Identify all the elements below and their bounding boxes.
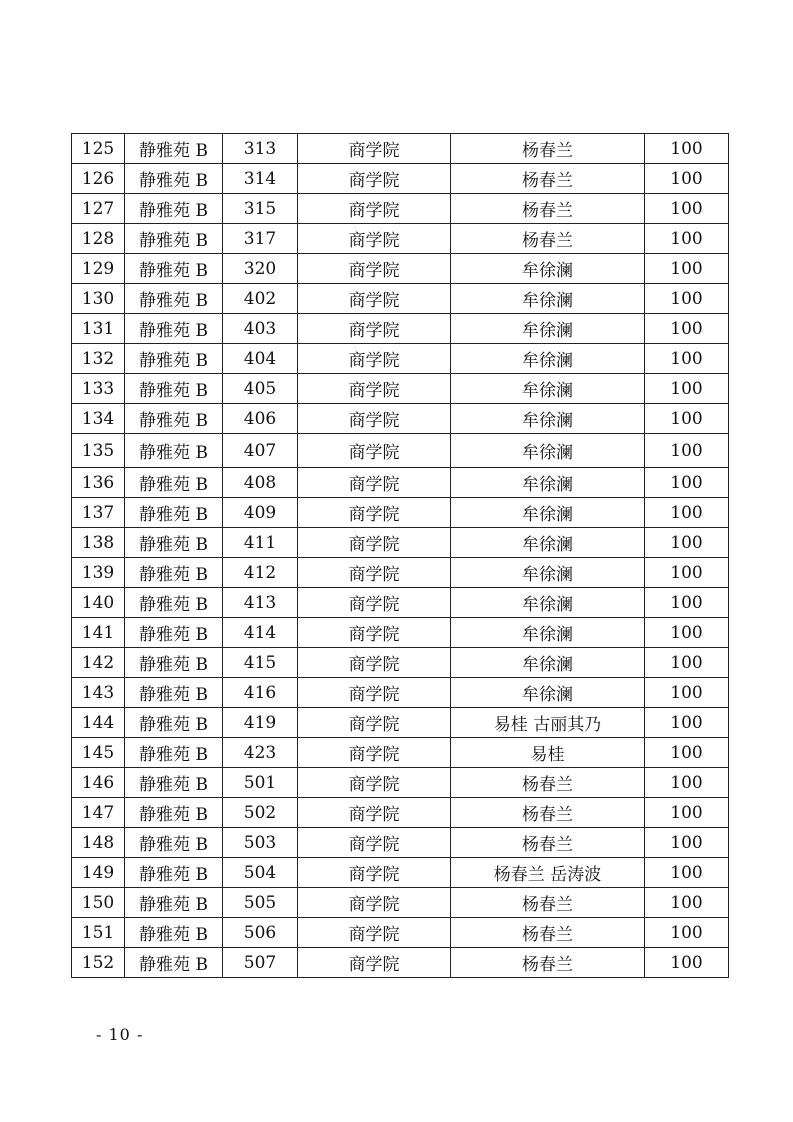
person-cell: 牟徐澜 — [451, 588, 645, 618]
table-row — [72, 468, 729, 498]
row-number-cell: 137 — [72, 498, 125, 528]
score-cell: 100 — [645, 828, 729, 858]
building-cell: 静雅苑 B — [125, 708, 223, 738]
score-cell: 100 — [645, 344, 729, 374]
score-cell: 100 — [645, 434, 729, 468]
college-cell: 商学院 — [298, 708, 451, 738]
row-number-cell: 146 — [72, 768, 125, 798]
room-number-cell: 412 — [223, 558, 298, 588]
row-number-cell: 151 — [72, 918, 125, 948]
table-row — [72, 374, 729, 404]
row-number-cell: 126 — [72, 164, 125, 194]
row-number-cell: 129 — [72, 254, 125, 284]
row-number-cell: 127 — [72, 194, 125, 224]
row-number-cell: 133 — [72, 374, 125, 404]
building-cell: 静雅苑 B — [125, 948, 223, 978]
table-row — [72, 194, 729, 224]
building-cell: 静雅苑 B — [125, 404, 223, 434]
room-number-cell: 423 — [223, 738, 298, 768]
room-number-cell: 408 — [223, 468, 298, 498]
table-row — [72, 888, 729, 918]
row-number-cell: 152 — [72, 948, 125, 978]
table-row — [72, 828, 729, 858]
score-cell: 100 — [645, 678, 729, 708]
person-cell: 牟徐澜 — [451, 374, 645, 404]
person-cell: 杨春兰 — [451, 918, 645, 948]
row-number-cell: 143 — [72, 678, 125, 708]
building-cell: 静雅苑 B — [125, 828, 223, 858]
score-cell: 100 — [645, 404, 729, 434]
room-number-cell: 407 — [223, 434, 298, 468]
score-cell: 100 — [645, 738, 729, 768]
college-cell: 商学院 — [298, 888, 451, 918]
table-row — [72, 528, 729, 558]
row-number-cell: 148 — [72, 828, 125, 858]
college-cell: 商学院 — [298, 828, 451, 858]
table-row — [72, 434, 729, 468]
table-row — [72, 588, 729, 618]
college-cell: 商学院 — [298, 858, 451, 888]
person-cell: 杨春兰 — [451, 768, 645, 798]
row-number-cell: 125 — [72, 134, 125, 164]
building-cell: 静雅苑 B — [125, 224, 223, 254]
room-number-cell: 413 — [223, 588, 298, 618]
table-row — [72, 314, 729, 344]
room-number-cell: 411 — [223, 528, 298, 558]
score-cell: 100 — [645, 468, 729, 498]
building-cell: 静雅苑 B — [125, 498, 223, 528]
score-cell: 100 — [645, 284, 729, 314]
row-number-cell: 142 — [72, 648, 125, 678]
table-row — [72, 738, 729, 768]
college-cell: 商学院 — [298, 618, 451, 648]
building-cell: 静雅苑 B — [125, 344, 223, 374]
college-cell: 商学院 — [298, 798, 451, 828]
room-number-cell: 505 — [223, 888, 298, 918]
college-cell: 商学院 — [298, 374, 451, 404]
score-cell: 100 — [645, 948, 729, 978]
building-cell: 静雅苑 B — [125, 618, 223, 648]
college-cell: 商学院 — [298, 498, 451, 528]
building-cell: 静雅苑 B — [125, 374, 223, 404]
score-cell: 100 — [645, 164, 729, 194]
room-number-cell: 506 — [223, 918, 298, 948]
building-cell: 静雅苑 B — [125, 434, 223, 468]
row-number-cell: 131 — [72, 314, 125, 344]
room-number-cell: 406 — [223, 404, 298, 434]
row-number-cell: 141 — [72, 618, 125, 648]
table-row — [72, 768, 729, 798]
building-cell: 静雅苑 B — [125, 888, 223, 918]
room-number-cell: 403 — [223, 314, 298, 344]
college-cell: 商学院 — [298, 528, 451, 558]
row-number-cell: 132 — [72, 344, 125, 374]
data-table-container — [71, 133, 729, 978]
college-cell: 商学院 — [298, 404, 451, 434]
room-number-cell: 409 — [223, 498, 298, 528]
table-row — [72, 404, 729, 434]
person-cell: 牟徐澜 — [451, 254, 645, 284]
score-cell: 100 — [645, 798, 729, 828]
score-cell: 100 — [645, 918, 729, 948]
row-number-cell: 150 — [72, 888, 125, 918]
building-cell: 静雅苑 B — [125, 254, 223, 284]
score-cell: 100 — [645, 708, 729, 738]
person-cell: 牟徐澜 — [451, 468, 645, 498]
room-number-cell: 504 — [223, 858, 298, 888]
building-cell: 静雅苑 B — [125, 314, 223, 344]
score-cell: 100 — [645, 134, 729, 164]
room-number-cell: 419 — [223, 708, 298, 738]
room-number-cell: 507 — [223, 948, 298, 978]
room-number-cell: 503 — [223, 828, 298, 858]
score-cell: 100 — [645, 648, 729, 678]
building-cell: 静雅苑 B — [125, 284, 223, 314]
college-cell: 商学院 — [298, 434, 451, 468]
row-number-cell: 145 — [72, 738, 125, 768]
person-cell: 牟徐澜 — [451, 678, 645, 708]
college-cell: 商学院 — [298, 948, 451, 978]
person-cell: 杨春兰 — [451, 164, 645, 194]
person-cell: 易桂 — [451, 738, 645, 768]
college-cell: 商学院 — [298, 738, 451, 768]
score-cell: 100 — [645, 194, 729, 224]
row-number-cell: 128 — [72, 224, 125, 254]
table-row — [72, 708, 729, 738]
row-number-cell: 147 — [72, 798, 125, 828]
building-cell: 静雅苑 B — [125, 528, 223, 558]
row-number-cell: 135 — [72, 434, 125, 468]
score-cell: 100 — [645, 558, 729, 588]
college-cell: 商学院 — [298, 284, 451, 314]
building-cell: 静雅苑 B — [125, 858, 223, 888]
college-cell: 商学院 — [298, 918, 451, 948]
college-cell: 商学院 — [298, 558, 451, 588]
table-body — [72, 134, 729, 978]
table-row — [72, 858, 729, 888]
score-cell: 100 — [645, 588, 729, 618]
person-cell: 牟徐澜 — [451, 284, 645, 314]
table-row — [72, 224, 729, 254]
college-cell: 商学院 — [298, 164, 451, 194]
data-table — [71, 133, 729, 978]
room-number-cell: 315 — [223, 194, 298, 224]
table-row — [72, 618, 729, 648]
building-cell: 静雅苑 B — [125, 918, 223, 948]
college-cell: 商学院 — [298, 468, 451, 498]
score-cell: 100 — [645, 618, 729, 648]
college-cell: 商学院 — [298, 314, 451, 344]
table-row — [72, 648, 729, 678]
college-cell: 商学院 — [298, 224, 451, 254]
score-cell: 100 — [645, 374, 729, 404]
person-cell: 牟徐澜 — [451, 618, 645, 648]
college-cell: 商学院 — [298, 194, 451, 224]
row-number-cell: 140 — [72, 588, 125, 618]
score-cell: 100 — [645, 858, 729, 888]
building-cell: 静雅苑 B — [125, 678, 223, 708]
person-cell: 牟徐澜 — [451, 528, 645, 558]
table-row — [72, 344, 729, 374]
score-cell: 100 — [645, 528, 729, 558]
person-cell: 牟徐澜 — [451, 344, 645, 374]
room-number-cell: 402 — [223, 284, 298, 314]
table-row — [72, 164, 729, 194]
person-cell: 牟徐澜 — [451, 404, 645, 434]
room-number-cell: 501 — [223, 768, 298, 798]
table-row — [72, 254, 729, 284]
person-cell: 牟徐澜 — [451, 558, 645, 588]
building-cell: 静雅苑 B — [125, 768, 223, 798]
person-cell: 牟徐澜 — [451, 314, 645, 344]
person-cell: 杨春兰 — [451, 888, 645, 918]
room-number-cell: 317 — [223, 224, 298, 254]
row-number-cell: 149 — [72, 858, 125, 888]
room-number-cell: 416 — [223, 678, 298, 708]
table-row — [72, 678, 729, 708]
person-cell: 易桂 古丽其乃 — [451, 708, 645, 738]
room-number-cell: 414 — [223, 618, 298, 648]
table-row — [72, 558, 729, 588]
person-cell: 杨春兰 — [451, 194, 645, 224]
page-number: - 10 - — [96, 1025, 144, 1044]
room-number-cell: 320 — [223, 254, 298, 284]
building-cell: 静雅苑 B — [125, 798, 223, 828]
room-number-cell: 404 — [223, 344, 298, 374]
building-cell: 静雅苑 B — [125, 588, 223, 618]
person-cell: 杨春兰 — [451, 224, 645, 254]
row-number-cell: 138 — [72, 528, 125, 558]
building-cell: 静雅苑 B — [125, 468, 223, 498]
building-cell: 静雅苑 B — [125, 648, 223, 678]
building-cell: 静雅苑 B — [125, 194, 223, 224]
table-row — [72, 798, 729, 828]
score-cell: 100 — [645, 888, 729, 918]
person-cell: 杨春兰 — [451, 828, 645, 858]
college-cell: 商学院 — [298, 134, 451, 164]
person-cell: 牟徐澜 — [451, 434, 645, 468]
college-cell: 商学院 — [298, 678, 451, 708]
person-cell: 杨春兰 — [451, 134, 645, 164]
table-row — [72, 498, 729, 528]
room-number-cell: 313 — [223, 134, 298, 164]
room-number-cell: 502 — [223, 798, 298, 828]
building-cell: 静雅苑 B — [125, 558, 223, 588]
score-cell: 100 — [645, 254, 729, 284]
building-cell: 静雅苑 B — [125, 134, 223, 164]
table-row — [72, 948, 729, 978]
score-cell: 100 — [645, 768, 729, 798]
college-cell: 商学院 — [298, 768, 451, 798]
college-cell: 商学院 — [298, 648, 451, 678]
score-cell: 100 — [645, 498, 729, 528]
college-cell: 商学院 — [298, 588, 451, 618]
building-cell: 静雅苑 B — [125, 164, 223, 194]
person-cell: 牟徐澜 — [451, 498, 645, 528]
room-number-cell: 314 — [223, 164, 298, 194]
person-cell: 杨春兰 — [451, 798, 645, 828]
table-row — [72, 134, 729, 164]
row-number-cell: 144 — [72, 708, 125, 738]
person-cell: 杨春兰 — [451, 948, 645, 978]
score-cell: 100 — [645, 314, 729, 344]
room-number-cell: 415 — [223, 648, 298, 678]
college-cell: 商学院 — [298, 254, 451, 284]
row-number-cell: 130 — [72, 284, 125, 314]
person-cell: 牟徐澜 — [451, 648, 645, 678]
row-number-cell: 134 — [72, 404, 125, 434]
room-number-cell: 405 — [223, 374, 298, 404]
row-number-cell: 139 — [72, 558, 125, 588]
row-number-cell: 136 — [72, 468, 125, 498]
person-cell: 杨春兰 岳涛波 — [451, 858, 645, 888]
table-row — [72, 284, 729, 314]
college-cell: 商学院 — [298, 344, 451, 374]
table-row — [72, 918, 729, 948]
building-cell: 静雅苑 B — [125, 738, 223, 768]
score-cell: 100 — [645, 224, 729, 254]
